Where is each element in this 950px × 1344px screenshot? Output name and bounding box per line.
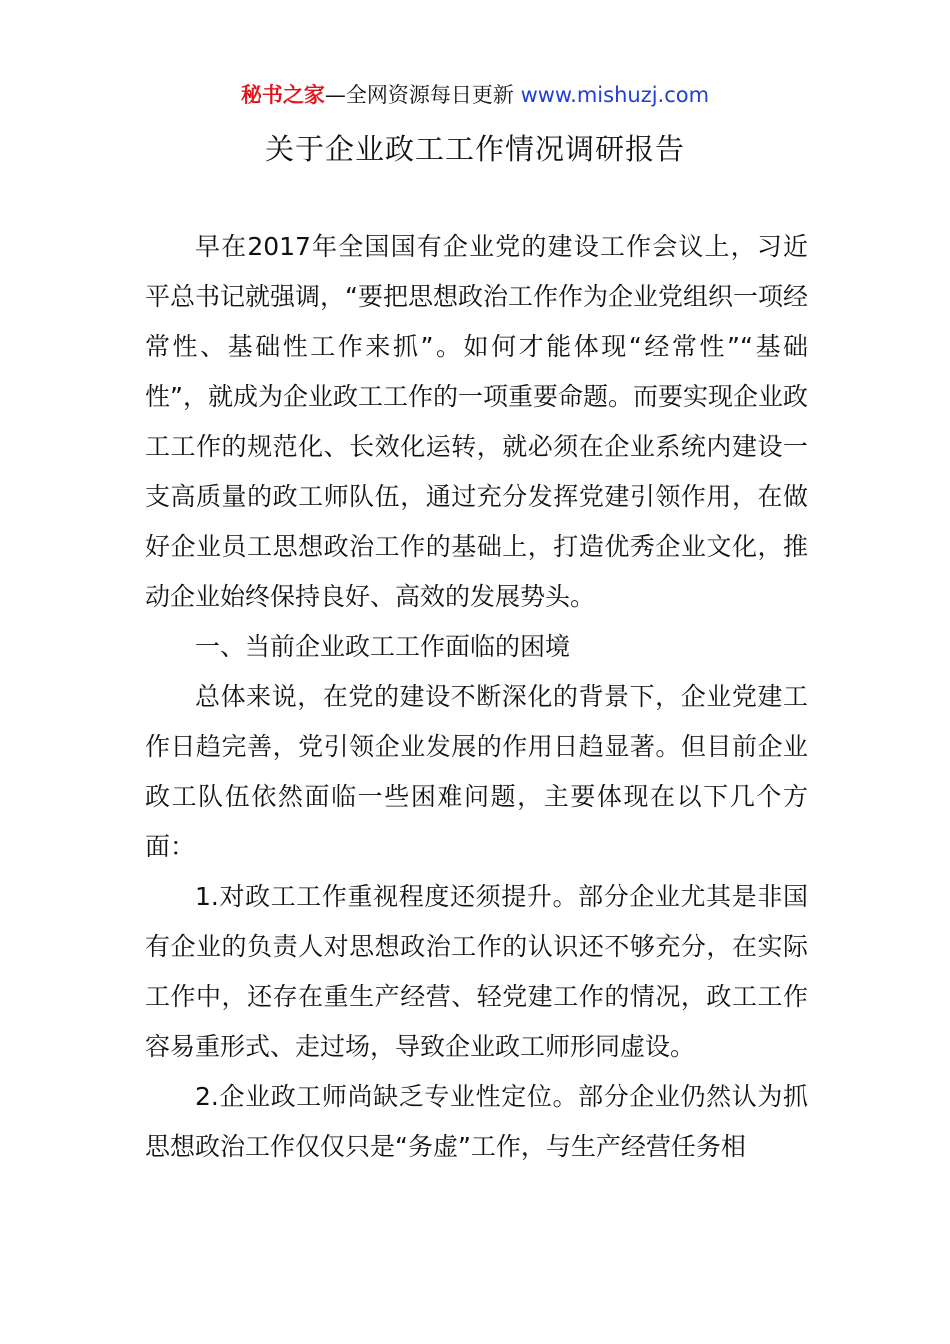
site-header	[0, 80, 950, 110]
paragraph-point-1: 1.对政工工作重视程度还须提升。部分企业尤其是非国有企业的负责人对思想政治工作的认识还不够充分，在实际工作中，还存在重生产经营、轻党建工作的情况，政工工作容易重形式、走过场，导致企业政工师形同虚设。	[145, 882, 808, 1061]
section-heading: 一、当前企业政工工作面临的困境	[195, 632, 571, 661]
paragraph-point-2: 2.企业政工师尚缺乏专业性定位。部分企业仍然认为抓思想政治工作仅仅只是“务虚”工作，与生产经营任务相	[145, 1082, 808, 1161]
document-title: 关于企业政工工作情况调研报告	[264, 132, 685, 166]
paragraph-overview: 总体来说，在党的建设不断深化的背景下，企业党建工作日趋完善，党引领企业发展的作用日趋显著。但目前企业政工队伍依然面临一些困难问题，主要体现在以下几个方面：	[145, 682, 808, 861]
document-body	[145, 222, 808, 1172]
site-url-link[interactable]: www.mishuzj.com	[520, 83, 710, 107]
paragraph-intro: 早在2017年全国国有企业党的建设工作会议上，习近平总书记就强调，“要把思想政治工作作为企业党组织一项经常性、基础性工作来抓”。如何才能体现“经常性”“基础性”，就成为企业政工工作的一项重要命题。而要实现企业政工工作的规范化、长效化运转，就必须在企业系统内建设一支高质量的政工师队伍，通过充分发挥党建引领作用，在做好企业员工思想政治工作的基础上，打造优秀企业文化，推动企业始终保持良好、高效的发展势头。	[145, 232, 808, 611]
brand-name: 秘书之家	[240, 83, 325, 107]
site-tagline: —全网资源每日更新	[324, 83, 514, 107]
